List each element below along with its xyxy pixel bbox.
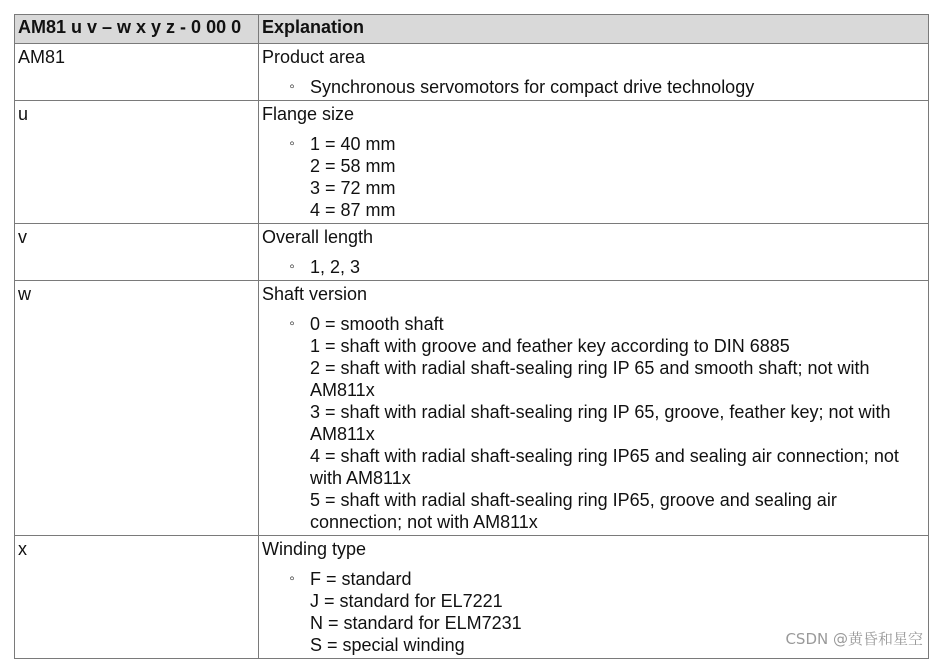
row-code: u [15,101,259,224]
list-item: 1 = 40 mm [310,134,396,154]
row-title: Overall length [262,227,374,247]
watermark: CSDN @黄昏和星空 [785,630,923,648]
list-item: 0 = smooth shaft [310,314,444,334]
header-code: AM81 u v – w x y z - 0 00 0 [15,15,259,44]
list-item: 4 = shaft with radial shaft-sealing ring IP65 and sealing air connection; not with AM811x [310,446,899,488]
row-title: Shaft version [262,284,368,304]
list-item: 2 = shaft with radial shaft-sealing ring IP 65 and smooth shaft; not with AM811x [310,358,870,400]
row-explanation [259,224,929,281]
row-title: Product area [262,47,366,67]
list-item: 2 = 58 mm [310,156,396,176]
list-item: F = standard [310,569,412,589]
list-item: 4 = 87 mm [310,200,396,220]
table-row [15,44,929,101]
row-code: x [15,536,259,659]
row-explanation [259,281,929,536]
row-explanation [259,101,929,224]
table-row [15,224,929,281]
list-item: S = special winding [310,635,465,655]
table-row [15,281,929,536]
list-item: 1, 2, 3 [310,257,361,277]
row-explanation [259,44,929,101]
bullet-icon: ◦ [289,570,295,587]
list-item: N = standard for ELM7231 [310,613,522,633]
header-explanation: Explanation [259,15,929,44]
list-item: Synchronous servomotors for compact drive technology [310,77,755,97]
row-title: Flange size [262,104,355,124]
bullet-icon: ◦ [289,78,295,95]
list-item: J = standard for EL7221 [310,591,503,611]
list-item: 3 = 72 mm [310,178,396,198]
row-code: AM81 [15,44,259,101]
row-title: Winding type [262,539,367,559]
list-item: 3 = shaft with radial shaft-sealing ring IP 65, groove, feather key; not with AM811x [310,402,891,444]
row-code: w [15,281,259,536]
list-item: 1 = shaft with groove and feather key according to DIN 6885 [310,336,790,356]
header-row [15,15,929,44]
bullet-icon: ◦ [289,135,295,152]
bullet-icon: ◦ [289,315,295,332]
row-code: v [15,224,259,281]
list-item: 5 = shaft with radial shaft-sealing ring IP65, groove and sealing air connection; not with AM811x [310,490,837,532]
bullet-icon: ◦ [289,258,295,275]
spec-table [14,14,929,659]
table-row [15,101,929,224]
